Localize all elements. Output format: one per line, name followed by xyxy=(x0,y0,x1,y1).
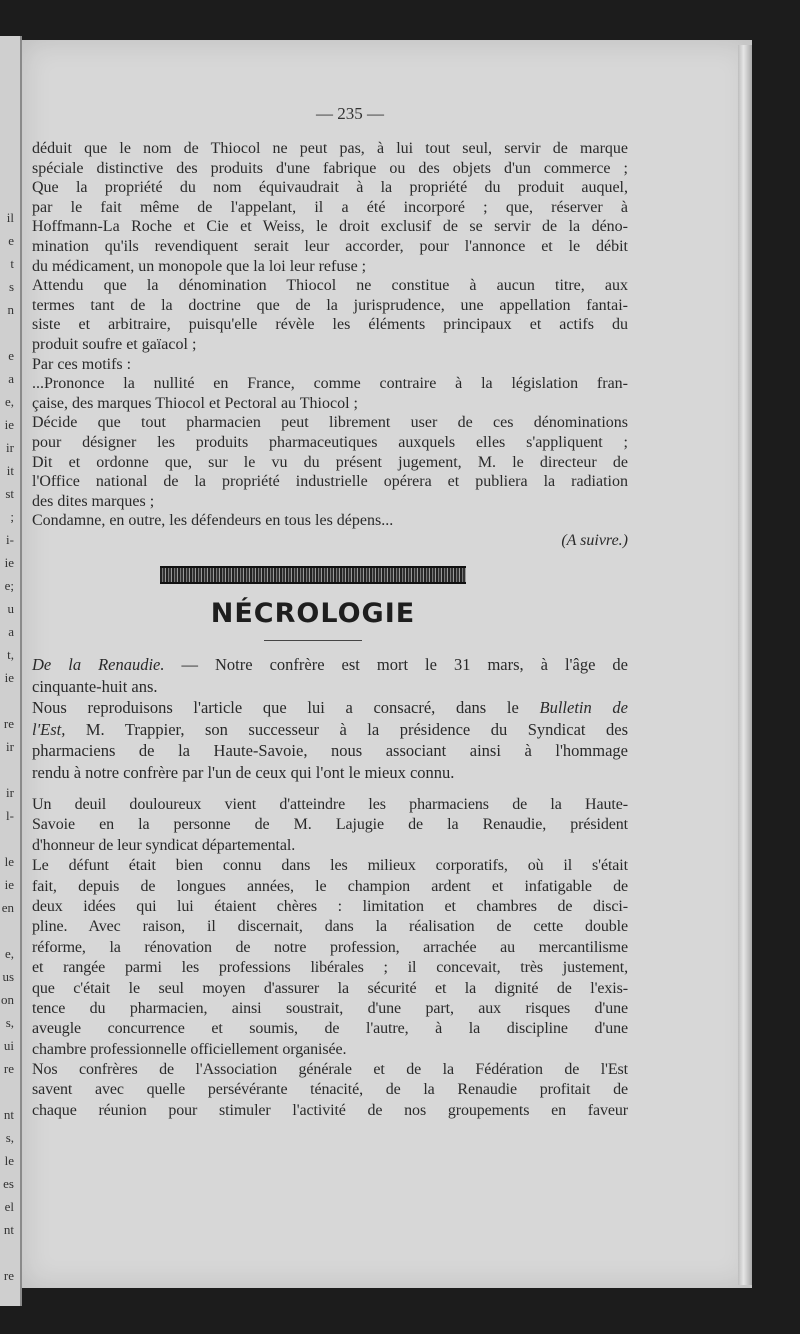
block3-line: fait, depuis de longues années, le champion ardent et infatigable de xyxy=(32,877,628,895)
facing-page-fragment xyxy=(0,1080,14,1103)
facing-page-fragment: l- xyxy=(6,808,14,823)
section-ornament-bar xyxy=(160,566,466,584)
facing-page-fragment: le xyxy=(4,854,14,869)
block3-line: réforme, la rénovation de notre profession, arrachée au mercantilisme xyxy=(32,938,628,956)
obituary-line xyxy=(32,654,628,676)
facing-page-fragment: e, xyxy=(4,946,14,961)
block3-line: Savoie en la personne de M. Lajugie de la Renaudie, président xyxy=(32,816,628,834)
block3-line: que c'était le seul moyen d'assurer la sécurité et la dignité de l'exis- xyxy=(32,979,628,997)
facing-page-fragment xyxy=(0,827,14,850)
facing-page-fragment: es xyxy=(3,1176,14,1191)
block1-line: produit soufre et gaïacol ; xyxy=(32,335,197,353)
block1-line: mination qu'ils revendiquent serait leur accorder, pour l'annonce et le débit xyxy=(32,237,628,255)
block1-line: spéciale distinctive des produits d'une fabrique ou des objets d'un commerce ; xyxy=(32,159,628,177)
facing-page-fragment: it xyxy=(6,463,14,478)
facing-page-fragment: ie xyxy=(4,555,14,570)
facing-page-fragment: ui xyxy=(3,1038,14,1053)
facing-page-fragment: t xyxy=(10,256,14,271)
block3-line: aveugle concurrence et soumis, de l'autre, à la discipline d'une xyxy=(32,1020,628,1038)
facing-page-fragment: ie xyxy=(4,877,14,892)
obituary-line-text: M. Trappier, son successeur à la présidence du Syndicat des xyxy=(65,719,628,739)
obituary-line: cinquante-huit ans. xyxy=(32,676,158,696)
block1-line: Décide que tout pharmacien peut librement user de ces dénominations xyxy=(32,414,628,432)
facing-page-fragment: ie xyxy=(4,417,14,432)
obituary-line xyxy=(32,697,628,719)
block3-line: Un deuil douloureux vient d'atteindre les pharmaciens de la Haute- xyxy=(32,796,628,813)
facing-page-fragment: ie xyxy=(4,670,14,685)
facing-page-fragment: ir xyxy=(6,440,14,455)
facing-page-fragment: ir xyxy=(6,785,14,800)
block1-line: siste et arbitraire, puisqu'elle révèle les éléments principaux et actifs du xyxy=(32,316,628,334)
block3-line: pline. Avec raison, il discernait, dans la réalisation de cette double xyxy=(32,918,628,936)
facing-page-fragment: e xyxy=(8,233,14,248)
a-suivre-note: (A suivre.) xyxy=(561,531,628,549)
facing-page-fragment: t, xyxy=(7,647,14,662)
block1-line: pour désigner les produits pharmaceutiques auxquels elles s'appliquent ; xyxy=(32,433,628,451)
facing-page-fragment: u xyxy=(7,601,14,616)
block3-line: chambre professionnelle officiellement organisée. xyxy=(32,1040,347,1058)
block1-line: Condamne, en outre, les défendeurs en tous les dépens... xyxy=(32,512,394,530)
block1-line: déduit que le nom de Thiocol ne peut pas, à lui tout seul, servir de marque xyxy=(32,140,628,157)
block3-line: tence du pharmacien, ainsi soustrait, d'une part, aux risques d'une xyxy=(32,999,628,1017)
obituary-article-text xyxy=(32,795,628,1121)
block1-line: Que la propriété du nom équivaudrait à la propriété du produit auquel, xyxy=(32,179,628,197)
facing-page-fragment: a xyxy=(8,624,14,639)
obituary-line: pharmaciens de la Haute-Savoie, nous associant ainsi à l'hommage xyxy=(32,741,628,760)
facing-page-fragment: ; xyxy=(10,509,14,524)
facing-page-fragment: us xyxy=(2,969,14,984)
block3-line: d'honneur de leur syndicat départemental. xyxy=(32,836,296,854)
block1-line: termes tant de la doctrine que de la jurisprudence, une appellation fantai- xyxy=(32,296,628,314)
section-title: NÉCROLOGIE xyxy=(210,598,416,629)
bulletin-title: Bulletin de xyxy=(539,698,628,717)
facing-page-fragment: re xyxy=(3,716,14,731)
page-fore-edge xyxy=(738,45,752,1285)
block3-line: et rangée parmi les professions libérales ; il concevait, très justement, xyxy=(32,959,628,977)
block3-line: chaque réunion pour stimuler l'activité de nos groupements en faveur xyxy=(32,1101,628,1119)
bulletin-title-cont: l'Est, xyxy=(32,719,66,739)
block1-line: Par ces motifs : xyxy=(32,355,132,373)
block3-line: savent avec quelle persévérante ténacité, de la Renaudie profitait de xyxy=(32,1081,628,1099)
facing-page-fragment: i- xyxy=(6,532,14,547)
title-underline-rule xyxy=(264,640,362,641)
facing-page-fragment: e; xyxy=(4,578,14,593)
facing-page-fragment: on xyxy=(1,992,14,1007)
block1-line: çaise, des marques Thiocol et Pectoral au Thiocol ; xyxy=(32,394,358,412)
facing-page-fragment: a xyxy=(8,371,14,386)
obituary-line: rendu à notre confrère par l'un de ceux qui l'ont le mieux connu. xyxy=(32,762,455,782)
obituary-line-text: Nous reproduisons l'article que lui a consacré, dans le xyxy=(32,698,540,717)
block3-line: Le défunt était bien connu dans les milieux corporatifs, où il s'était xyxy=(32,857,628,875)
facing-page-fragment: il xyxy=(6,210,14,225)
facing-page-fragment: re xyxy=(3,1268,14,1283)
facing-page-fragment: st xyxy=(5,486,14,501)
block1-line: l'Office national de la propriété industrielle opérera et publiera la radiation xyxy=(32,473,628,491)
obituary-line-text: — Notre confrère est mort le 31 mars, à l'âge de xyxy=(164,655,628,674)
facing-page-fragment xyxy=(0,321,14,344)
facing-page-fragment: n xyxy=(7,302,14,317)
block1-line: Attendu que la dénomination Thiocol ne constitue à aucun titre, aux xyxy=(32,277,628,295)
facing-page-fragment: e xyxy=(8,348,14,363)
facing-page-fragment xyxy=(0,689,14,712)
facing-page-fragment: nt xyxy=(3,1107,14,1122)
facing-page-fragment: ir xyxy=(6,739,14,754)
block1-line: du médicament, un monopole que la loi leur refuse ; xyxy=(32,257,367,275)
facing-page-fragment xyxy=(0,919,14,942)
facing-page-fragment: s, xyxy=(5,1130,14,1145)
facing-page-fragment: s xyxy=(8,279,14,294)
obituary-intro xyxy=(32,654,628,783)
facing-page-fragment: nt xyxy=(3,1222,14,1237)
block1-line: Dit et ordonne que, sur le vu du présent jugement, M. le directeur de xyxy=(32,453,628,471)
facing-page-text-fragments xyxy=(0,206,14,1287)
facing-page-fragment: s, xyxy=(5,1015,14,1030)
block3-line: deux idées qui lui étaient chères : limitation et chambres de disci- xyxy=(32,897,628,915)
block1-line: Hoffmann-La Roche et Cie et Weiss, le droit exclusif de se servir de la déno- xyxy=(32,218,628,236)
judgment-text-block xyxy=(32,139,628,550)
page-number: — 235 — xyxy=(316,104,384,123)
facing-page-fragment: e, xyxy=(4,394,14,409)
block1-line: des dites marques ; xyxy=(32,492,155,510)
facing-page-fragment: en xyxy=(1,900,14,915)
facing-page-fragment xyxy=(0,1241,14,1264)
facing-page-fragment xyxy=(0,758,14,781)
block1-line: ...Prononce la nullité en France, comme contraire à la législation fran- xyxy=(32,375,628,393)
block3-line: Nos confrères de l'Association générale et de la Fédération de l'Est xyxy=(32,1061,628,1079)
obituary-line xyxy=(32,719,628,741)
deceased-name: De la Renaudie. xyxy=(32,655,165,674)
facing-page-fragment: le xyxy=(4,1153,14,1168)
facing-page-fragment: el xyxy=(4,1199,14,1214)
facing-page-fragment: re xyxy=(3,1061,14,1076)
facing-page-edge xyxy=(0,36,22,1306)
block1-line: par le fait même de l'appelant, il a été incorporé ; que, réserver à xyxy=(32,198,628,216)
